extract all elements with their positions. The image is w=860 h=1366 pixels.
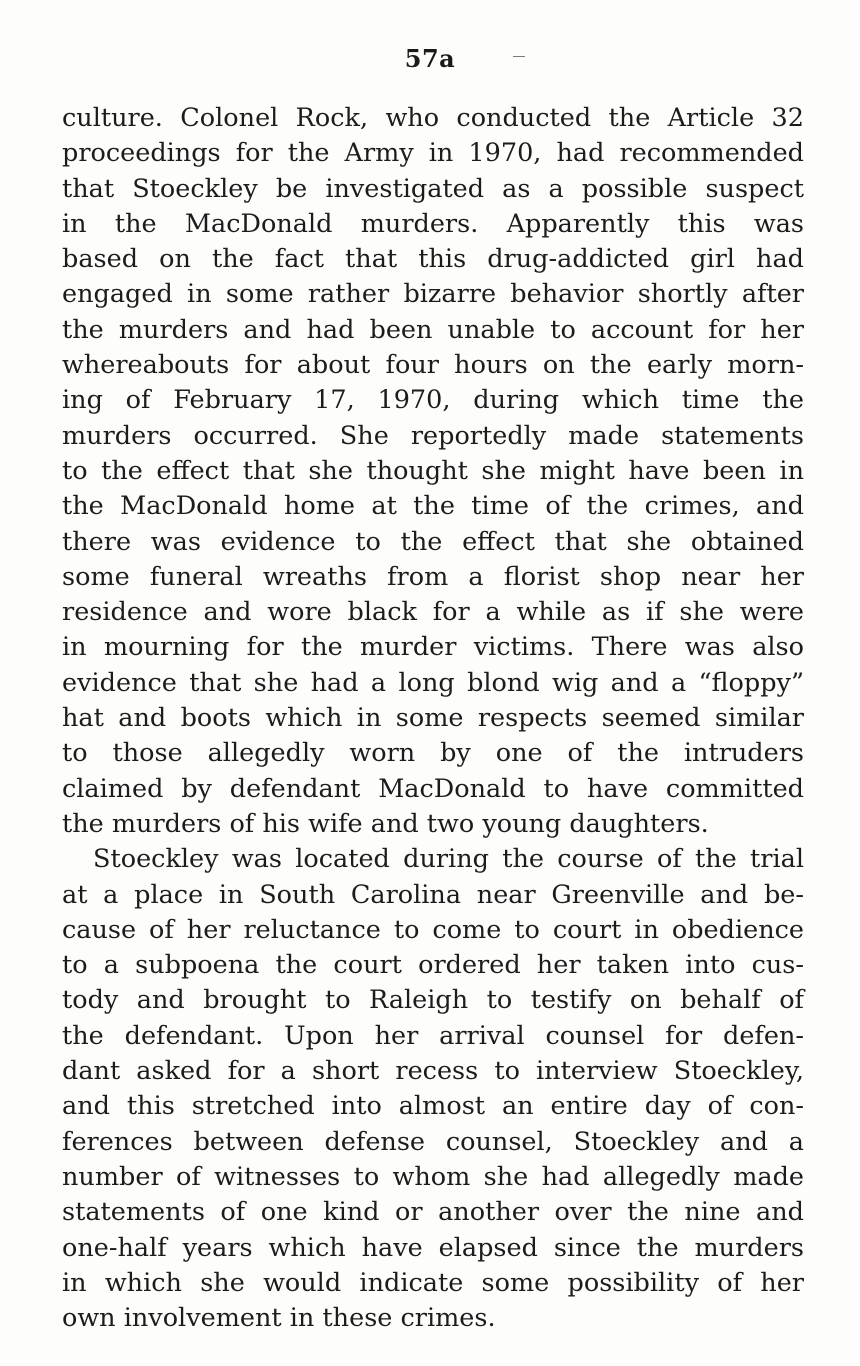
text-line: culture. Colonel Rock, who conducted the Article 32	[62, 103, 804, 133]
text-line: to those allegedly worn by one of the intruders	[62, 738, 804, 769]
text-line: statements of one kind or another over the nine and	[62, 1197, 804, 1228]
text-line: the MacDonald home at the time of the crimes, and	[62, 491, 804, 522]
body-text	[62, 101, 804, 1336]
text-line: one-half years which have elapsed since the murders	[62, 1232, 804, 1263]
text-line: the defendant. Upon her arrival counsel for defen-	[62, 1020, 804, 1051]
text-line: to the effect that she thought she might have been in	[62, 455, 804, 486]
text-line: Stoeckley was located during the course of the trial	[93, 844, 804, 875]
text-line: in the MacDonald murders. Apparently this was	[62, 208, 804, 239]
text-line: ferences between defense counsel, Stoeckley and a	[62, 1126, 804, 1157]
text-line: ing of February 17, 1970, during which time the	[62, 385, 804, 416]
text-line: tody and brought to Raleigh to testify on behalf of	[62, 985, 804, 1016]
text-line: there was evidence to the effect that she obtained	[62, 526, 804, 557]
text-line: at a place in South Carolina near Greenville and be-	[62, 879, 804, 910]
text-line: the murders and had been unable to account for her	[62, 314, 804, 345]
text-line: and this stretched into almost an entire day of con-	[62, 1091, 804, 1122]
text-line: dant asked for a short recess to interview Stoeckley,	[62, 1056, 804, 1087]
text-line: some funeral wreaths from a florist shop near her	[62, 561, 804, 592]
text-line: cause of her reluctance to come to court in obedience	[62, 914, 804, 945]
text-line: residence and wore black for a while as if she were	[62, 597, 804, 628]
text-line: murders occurred. She reportedly made statements	[62, 420, 804, 451]
text-line: based on the fact that this drug-addicted girl had	[62, 244, 804, 275]
page-number: 57a	[404, 44, 456, 73]
text-line: hat and boots which in some respects seemed similar	[62, 703, 804, 734]
text-line: claimed by defendant MacDonald to have committed	[62, 773, 804, 804]
text-line: proceedings for the Army in 1970, had recommended	[62, 138, 804, 169]
text-line: the murders of his wife and two young daughters.	[62, 808, 709, 839]
text-line: number of witnesses to whom she had allegedly made	[62, 1161, 804, 1192]
text-line: own involvement in these crimes.	[62, 1303, 496, 1334]
text-line: engaged in some rather bizarre behavior shortly after	[62, 279, 804, 310]
text-line: that Stoeckley be investigated as a possible suspect	[62, 173, 804, 204]
text-line: evidence that she had a long blond wig and a “floppy”	[62, 667, 804, 698]
stray-mark	[513, 56, 525, 57]
text-line: in mourning for the murder victims. There was also	[62, 632, 804, 663]
paragraph	[62, 842, 804, 1336]
text-line: to a subpoena the court ordered her taken into cus-	[62, 950, 804, 981]
paragraph	[62, 101, 804, 842]
text-line: in which she would indicate some possibility of her	[62, 1267, 804, 1298]
text-line: whereabouts for about four hours on the early morn-	[62, 350, 804, 381]
